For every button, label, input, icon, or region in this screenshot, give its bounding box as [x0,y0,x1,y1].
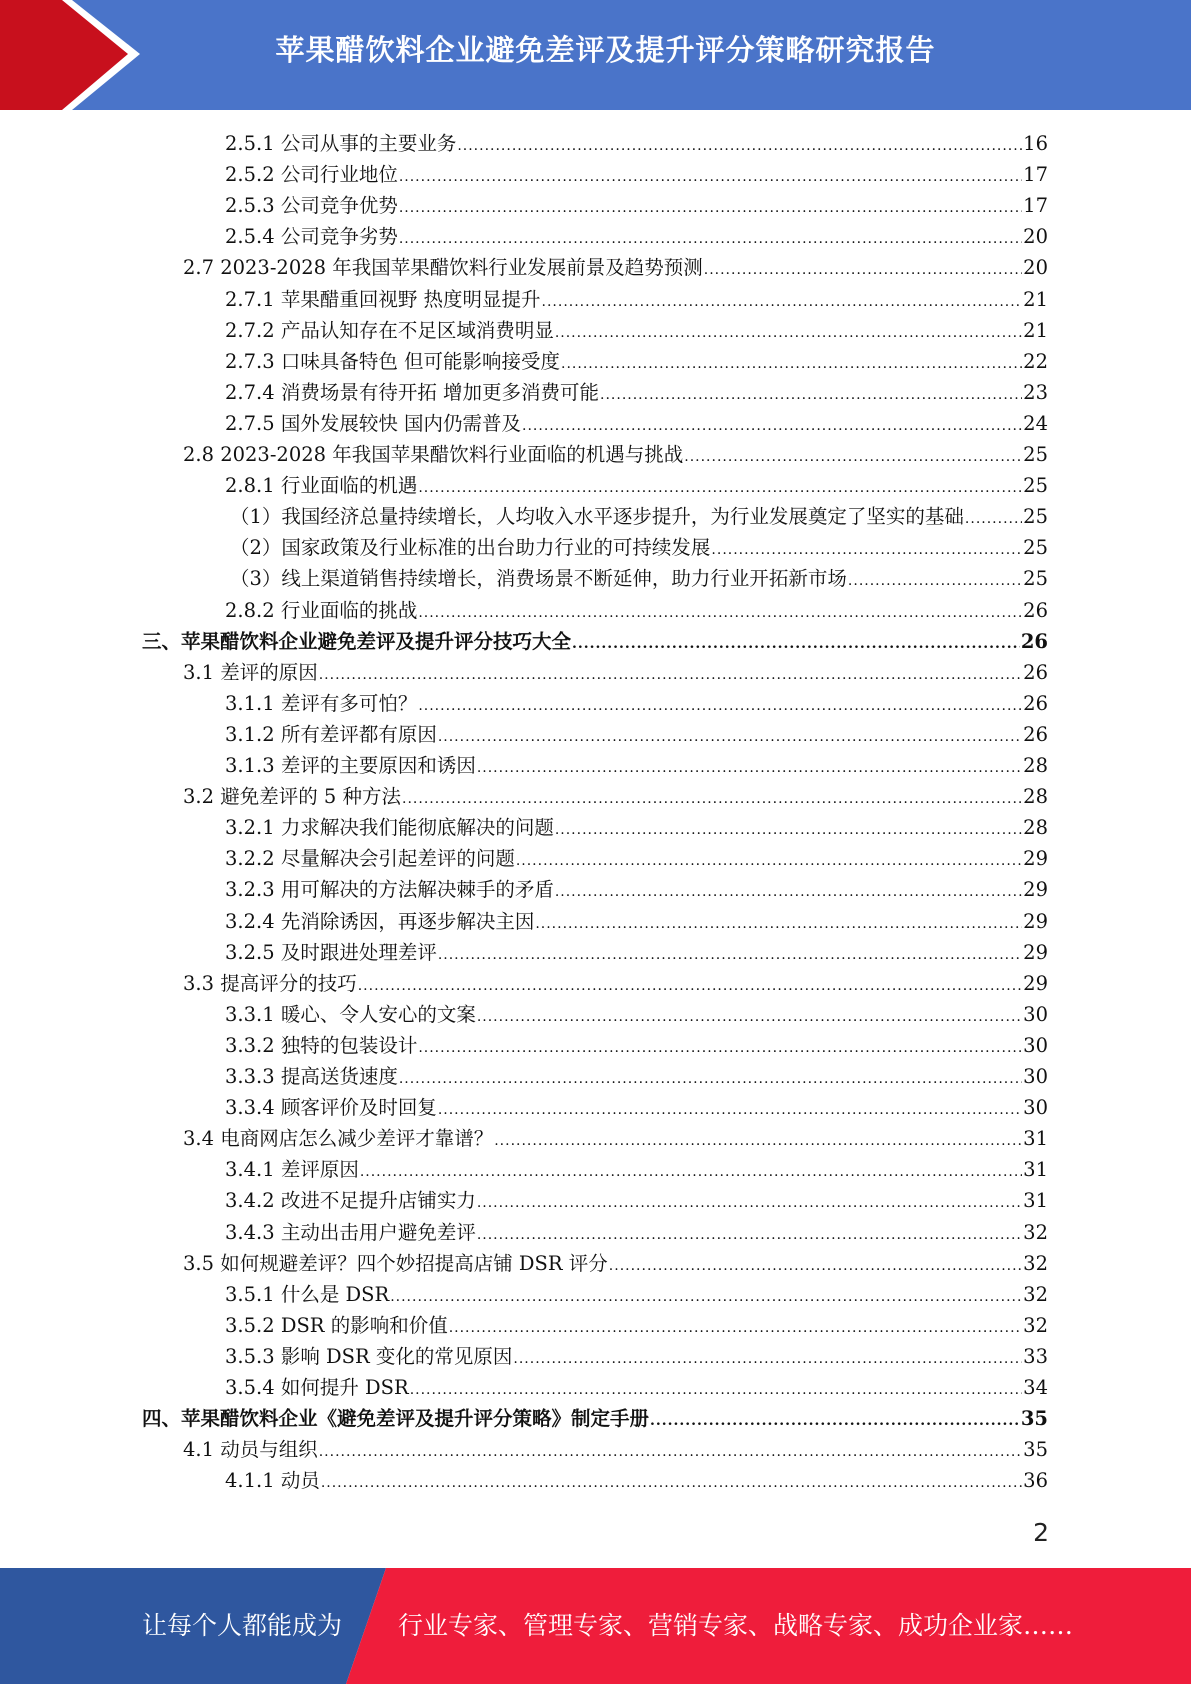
toc-entry-page: 32 [1023,1313,1048,1337]
toc-entry-page: 35 [1020,1407,1048,1431]
toc-entry[interactable] [225,719,1048,750]
toc-entry[interactable] [225,190,1048,221]
toc-entry-title: 3.5.3 影响 DSR 变化的常见原因 [225,1344,513,1368]
toc-entry-page: 31 [1023,1189,1048,1213]
toc-entry-title: 3.5.1 什么是 DSR [225,1282,390,1306]
toc-entry-page: 30 [1023,1033,1048,1057]
toc-entry-title: 2.7 2023-2028 年我国苹果醋饮料行业发展前景及趋势预测 [183,256,703,280]
toc-dot-leader [650,1406,1020,1437]
toc-dot-leader [402,784,1022,815]
toc-entry[interactable] [225,315,1048,346]
toc-entry-page: 30 [1023,1096,1048,1120]
toc-entry-title: 2.7.5 国外发展较快 国内仍需普及 [225,411,522,435]
toc-dot-leader [555,815,1022,846]
toc-entry[interactable] [230,532,1048,563]
toc-dot-leader [399,224,1022,255]
toc-entry-page: 33 [1023,1344,1048,1368]
toc-entry-title: 3.4.1 差评原因 [225,1158,359,1182]
toc-entry[interactable] [225,1092,1048,1123]
toc-entry[interactable] [225,377,1048,408]
toc-entry-page: 25 [1023,536,1048,560]
toc-entry[interactable] [183,1248,1048,1279]
toc-entry[interactable] [183,968,1048,999]
toc-entry-page: 32 [1023,1251,1048,1275]
toc-entry-page: 26 [1020,629,1048,653]
header-band [0,0,1191,110]
toc-entry[interactable] [225,1217,1048,1248]
toc-entry-page: 25 [1023,474,1048,498]
toc-entry-title: 3.2.2 尽量解决会引起差评的问题 [225,847,515,871]
toc-entry-page: 30 [1023,1065,1048,1088]
toc-dot-leader [399,193,1022,224]
toc-entry-title: （2）国家政策及行业标准的出台助力行业的可持续发展 [230,536,711,560]
toc-dot-leader [600,380,1022,411]
toc-entry-page: 34 [1023,1376,1048,1399]
toc-dot-leader [516,846,1022,877]
toc-entry-title: 3.3 提高评分的技巧 [183,971,357,995]
toc-entry[interactable] [225,1030,1048,1061]
toc-entry-title: 3.5.2 DSR 的影响和价值 [225,1313,448,1337]
toc-entry[interactable] [225,999,1048,1030]
toc-entry-title: 3.3.3 提高送货速度 [225,1065,398,1088]
toc-entry-page: 28 [1023,816,1048,840]
toc-entry-title: 3.1.1 差评有多可怕？ [225,691,418,715]
toc-entry[interactable] [225,346,1048,377]
toc-dot-leader [477,1188,1022,1219]
toc-dot-leader [319,1437,1022,1468]
toc-dot-leader [358,971,1022,1002]
toc-entry-page: 29 [1023,909,1048,933]
toc-entry[interactable] [225,284,1048,315]
toc-entry-page: 28 [1023,785,1048,809]
toc-entry-page: 29 [1023,940,1048,964]
toc-entry-title: 三、苹果醋饮料企业避免差评及提升评分技巧大全 [142,629,572,653]
toc-entry-title: 4.1 动员与组织 [183,1438,318,1462]
toc-entry-title: 3.3.1 暖心、令人安心的文案 [225,1002,476,1026]
toc-dot-leader [457,131,1022,162]
toc-entry[interactable] [225,688,1048,719]
toc-dot-leader [494,1126,1022,1157]
toc-entry[interactable] [225,874,1048,905]
toc-entry-page: 25 [1023,505,1048,529]
toc-entry[interactable] [225,1185,1048,1216]
toc-dot-leader [711,535,1022,566]
toc-entry-title: 3.1.2 所有差评都有原因 [225,722,437,746]
toc-entry-page: 32 [1023,1220,1048,1244]
toc-entry[interactable] [142,1403,1048,1434]
toc-entry-page: 30 [1023,1002,1048,1026]
toc-dot-leader [418,598,1022,629]
toc-entry-page: 31 [1023,1127,1048,1151]
toc-entry-title: 四、苹果醋饮料企业《避免差评及提升评分策略》制定手册 [142,1407,650,1431]
toc-dot-leader [561,349,1022,380]
header-arrow-decoration [0,0,150,110]
toc-entry-title: 2.8.1 行业面临的机遇 [225,474,418,498]
toc-entry-title: 2.5.2 公司行业地位 [225,163,398,187]
toc-dot-leader [438,940,1022,971]
toc-dot-leader [684,442,1022,473]
toc-dot-leader [477,753,1022,784]
toc-entry-page: 17 [1023,194,1048,218]
footer-band [0,1568,1191,1684]
footer-slogan-left: 让每个人都能成为 [142,1611,343,1640]
toc-entry-title: （1）我国经济总量持续增长，人均收入水平逐步提升，为行业发展奠定了坚实的基础 [230,505,964,529]
report-title: 苹果醋饮料企业避免差评及提升评分策略研究报告 [275,33,936,67]
toc-entry-page: 22 [1023,349,1048,373]
toc-entry-page: 36 [1023,1469,1048,1493]
toc-entry-title: 3.2.3 用可解决的方法解决棘手的矛盾 [225,878,554,902]
toc-entry[interactable] [225,1372,1048,1403]
toc-dot-leader [418,1033,1022,1064]
toc-entry-title: 3.2 避免差评的 5 种方法 [183,785,402,809]
toc-entry-title: 3.1 差评的原因 [183,660,318,684]
toc-entry-page: 29 [1023,971,1048,995]
toc-entry-title: 3.4 电商网店怎么减少差评才靠谱？ [183,1127,494,1151]
toc-entry-page: 20 [1023,256,1048,280]
toc-dot-leader [399,162,1022,193]
toc-entry[interactable] [183,657,1048,688]
toc-dot-leader [319,660,1022,691]
toc-entry-title: 2.7.3 口味具备特色 但可能影响接受度 [225,349,561,373]
toc-entry-title: 3.2.4 先消除诱因，再逐步解决主因 [225,909,535,933]
toc-dot-leader [321,1468,1022,1499]
toc-entry-title: 2.5.3 公司竞争优势 [225,194,398,218]
toc-entry[interactable] [225,595,1048,626]
toc-entry[interactable] [225,843,1048,874]
toc-dot-leader [418,691,1022,722]
toc-dot-leader [477,1002,1022,1033]
toc-dot-leader [535,909,1022,940]
toc-entry-title: 3.3.2 独特的包装设计 [225,1033,418,1057]
toc-entry[interactable] [225,1154,1048,1185]
toc-entry-page: 26 [1023,722,1048,746]
toc-entry[interactable] [225,1310,1048,1341]
footer-slogan-right: 行业专家、管理专家、营销专家、战略专家、成功企业家…… [398,1611,1074,1640]
toc-dot-leader [704,255,1022,286]
toc-entry-page: 28 [1023,754,1048,777]
toc-dot-leader [438,1095,1022,1126]
toc-entry-page: 26 [1023,598,1048,622]
toc-entry-page: 20 [1023,225,1048,249]
toc-entry-title: 2.7.4 消费场景有待开拓 增加更多消费可能 [225,380,600,404]
toc-entry-title: 3.1.3 差评的主要原因和诱因 [225,754,476,777]
toc-entry-page: 35 [1023,1438,1048,1462]
toc-entry[interactable] [225,1061,1048,1092]
toc-entry-title: 2.7.1 苹果醋重回视野 热度明显提升 [225,287,541,311]
toc-entry[interactable] [225,408,1048,439]
toc-entry-page: 26 [1023,660,1048,684]
toc-entry[interactable] [225,937,1048,968]
toc-dot-leader [438,722,1022,753]
toc-dot-leader [360,1157,1022,1188]
toc-entry-title: 2.7.2 产品认知存在不足区域消费明显 [225,318,554,342]
toc-dot-leader [555,318,1022,349]
toc-entry[interactable] [225,470,1048,501]
toc-entry[interactable] [142,626,1048,657]
toc-entry[interactable] [225,128,1048,159]
toc-dot-leader [449,1313,1022,1344]
toc-entry-page: 24 [1023,411,1048,435]
toc-entry-page: 23 [1023,380,1048,404]
toc-entry[interactable] [225,812,1048,843]
toc-entry[interactable] [230,563,1048,594]
toc-entry-page: 29 [1023,847,1048,871]
toc-dot-leader [513,1344,1022,1375]
toc-entry-title: 3.4.3 主动出击用户避免差评 [225,1220,476,1244]
toc-entry-page: 21 [1023,287,1048,311]
toc-entry-page: 21 [1023,318,1048,342]
toc-entry-title: 2.8 2023-2028 年我国苹果醋饮料行业面临的机遇与挑战 [183,443,684,466]
page-number: 2 [1033,1518,1049,1547]
toc-entry-page: 16 [1023,132,1048,155]
toc-entry[interactable] [183,439,1048,470]
toc-dot-leader [609,1251,1022,1282]
toc-entry-title: 3.2.5 及时跟进处理差评 [225,940,437,964]
toc-dot-leader [418,473,1022,504]
toc-entry-title: 3.2.1 力求解决我们能彻底解决的问题 [225,816,554,840]
toc-entry-page: 25 [1023,443,1048,466]
toc-dot-leader [522,411,1022,442]
toc-entry-title: 2.8.2 行业面临的挑战 [225,598,418,622]
toc-entry-title: 4.1.1 动员 [225,1469,320,1493]
toc-entry[interactable] [225,221,1048,252]
toc-entry-page: 26 [1023,691,1048,715]
toc-entry-title: （3）线上渠道销售持续增长，消费场景不断延伸，助力行业开拓新市场 [230,567,847,591]
toc-dot-leader [477,1220,1022,1251]
toc-entry[interactable] [183,252,1048,283]
toc-entry-title: 3.5 如何规避差评？四个妙招提高店铺 DSR 评分 [183,1251,608,1275]
toc-dot-leader [390,1282,1022,1313]
toc-entry[interactable] [225,906,1048,937]
toc-entry[interactable] [183,1434,1048,1465]
toc-entry-page: 17 [1023,163,1048,187]
toc-entry-page: 32 [1023,1282,1048,1306]
toc-entry-page: 31 [1023,1158,1048,1182]
toc-dot-leader [572,629,1020,660]
toc-dot-leader [399,1064,1022,1095]
toc-entry[interactable] [225,159,1048,190]
toc-entry[interactable] [225,1341,1048,1372]
toc-entry-title: 2.5.1 公司从事的主要业务 [225,132,457,155]
toc-entry-page: 29 [1023,878,1048,902]
toc-dot-leader [542,287,1023,318]
toc-dot-leader [410,1375,1022,1406]
toc-entry[interactable] [225,1465,1048,1496]
toc-entry[interactable] [225,1279,1048,1310]
toc-entry-title: 3.3.4 顾客评价及时回复 [225,1096,437,1120]
toc-dot-leader [555,877,1022,908]
toc-entry-title: 3.5.4 如何提升 DSR [225,1376,409,1399]
toc-entry[interactable] [230,501,1048,532]
toc-dot-leader [965,504,1022,535]
toc-entry[interactable] [183,781,1048,812]
toc-entry-title: 3.4.2 改进不足提升店铺实力 [225,1189,476,1213]
toc-entry[interactable] [183,1123,1048,1154]
toc-entry[interactable] [225,750,1048,781]
toc-entry-title: 2.5.4 公司竞争劣势 [225,225,398,249]
toc-entry-page: 25 [1023,567,1048,591]
toc-dot-leader [848,566,1022,597]
